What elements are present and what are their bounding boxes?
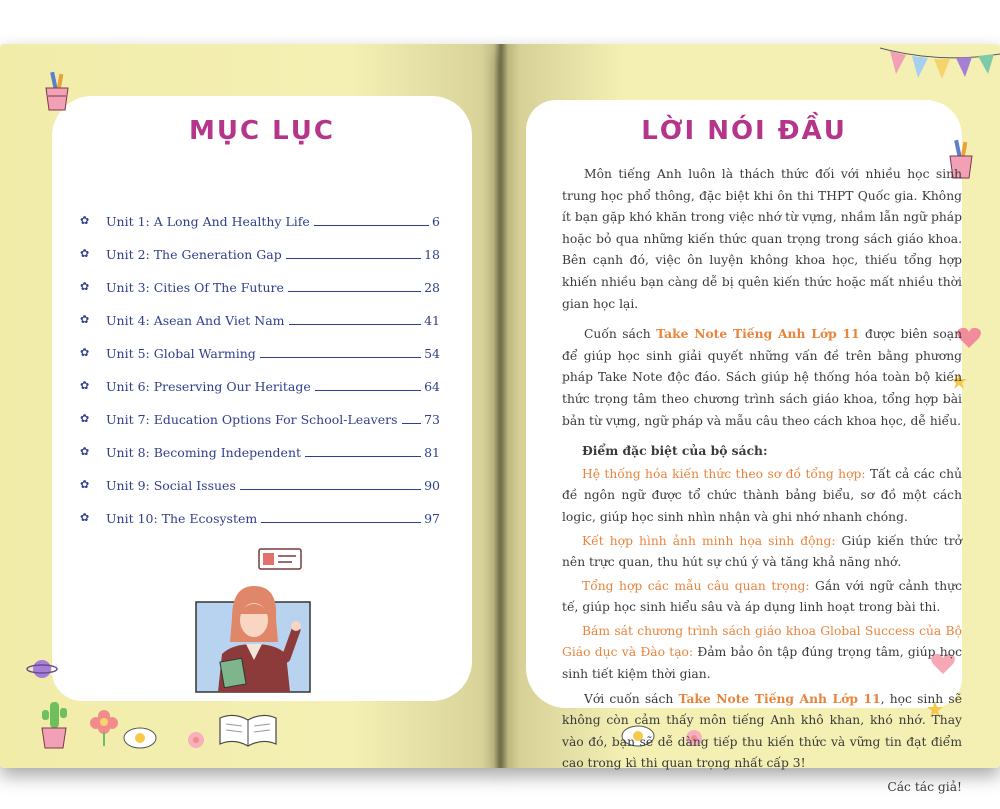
- toc-item-label: Unit 8: Becoming Independent: [106, 445, 302, 460]
- table-of-contents: [80, 196, 440, 526]
- feature-item: [562, 464, 962, 529]
- toc-item-page: 41: [424, 313, 440, 328]
- toc-item-label: Unit 7: Education Options For School-Leavers: [106, 412, 398, 427]
- pencil-cup-icon: [40, 70, 74, 112]
- preface-paragraph-1: Môn tiếng Anh luôn là thách thức đối với nhiều học sinh trung học phổ thông, đặc biệt khi ôn thi THPT Quốc gia. Không ít bạn gặp khó khăn trong việc nhớ từ vựng, nhầm lẫn ngữ pháp hoặc bỏ qua những kiến thức quan trọng trong sách giáo khoa. Bên cạnh đó, việc ôn luyện không khoa học, thiếu tổng hợp khiến nhiều bạn càng dễ bị quên kiến thức hoặc mất nhiều thời gian học lại.: [562, 167, 962, 311]
- toc-leader-line: [289, 324, 422, 325]
- toc-item[interactable]: [80, 295, 440, 328]
- toc-item-page: 18: [424, 247, 440, 262]
- feature-heading: Tổng hợp các mẫu câu quan trọng:: [582, 578, 810, 593]
- signature: Các tác giả!: [887, 780, 962, 795]
- paragraph-text: Cuốn sách: [584, 327, 657, 342]
- planet-icon: [26, 656, 58, 682]
- toc-item-label: Unit 2: The Generation Gap: [106, 247, 282, 262]
- toc-item[interactable]: [80, 493, 440, 526]
- cactus-icon: [34, 696, 74, 750]
- paragraph-text: được biên soạn để giúp học sinh giải quyết những vấn đề trên bằng phương pháp Take Note độc đáo. Sách giúp hệ thống hóa toàn bộ kiến thức trọng tâm theo chương trình sách giáo khoa, tổng hợp bài bản từ vựng, ngữ pháp và mẫu câu theo cách khoa học, dễ hiểu.: [562, 327, 962, 428]
- toc-item-label: Unit 6: Preserving Our Heritage: [106, 379, 311, 394]
- toc-item[interactable]: [80, 460, 440, 493]
- paragraph-text: , học sinh sẽ không còn cảm thấy môn tiếng Anh khô khan, khó nhớ. Thay vào đó, bạn sẽ dễ dàng tiếp thu kiến thức và vững tin đạt điểm cao trong kì thi quan trọng nhất cấp 3!: [562, 691, 962, 771]
- flower-bullet-icon: ✿: [80, 478, 90, 491]
- flower-bullet-icon: ✿: [80, 379, 90, 392]
- flower-bullet-icon: ✿: [80, 346, 90, 359]
- flower-icon: [86, 706, 122, 746]
- toc-item[interactable]: [80, 196, 440, 229]
- flower-bullet-icon: ✿: [80, 214, 90, 227]
- feature-heading: Hệ thống hóa kiến thức theo sơ đồ tổng hợp:: [582, 466, 866, 481]
- toc-item[interactable]: [80, 394, 440, 427]
- flower-bullet-icon: ✿: [80, 313, 90, 326]
- flower-bullet-icon: ✿: [80, 280, 90, 293]
- toc-leader-line: [402, 423, 422, 424]
- features-list: [562, 464, 962, 686]
- feature-item: [562, 531, 962, 574]
- flower-bullet-icon: ✿: [80, 247, 90, 260]
- toc-leader-line: [240, 489, 421, 490]
- id-card-icon: [258, 548, 302, 570]
- teacher-illustration: [192, 578, 314, 698]
- book-spine: [494, 44, 508, 768]
- toc-leader-line: [315, 390, 421, 391]
- toc-item-page: 6: [432, 214, 440, 229]
- feature-heading: Kết hợp hình ảnh minh họa sinh động:: [582, 533, 836, 548]
- flower-bullet-icon: ✿: [80, 412, 90, 425]
- toc-item[interactable]: [80, 427, 440, 460]
- toc-item[interactable]: [80, 328, 440, 361]
- preface-title: LỜI NÓI ĐẦU: [641, 116, 847, 146]
- toc-leader-line: [261, 522, 421, 523]
- toc-item-label: Unit 9: Social Issues: [106, 478, 236, 493]
- book-name: Take Note Tiếng Anh Lớp 11: [678, 690, 881, 706]
- preface-paragraph-last: [562, 688, 962, 775]
- toc-item-page: 64: [424, 379, 440, 394]
- preface-paragraph-2: [562, 323, 962, 432]
- flower-bullet-icon: ✿: [80, 511, 90, 524]
- feature-item: [562, 576, 962, 619]
- toc-title: MỤC LỤC: [189, 116, 335, 146]
- toc-item-page: 81: [424, 445, 440, 460]
- feature-item: [562, 621, 962, 686]
- pink-flower-icon: [186, 730, 206, 750]
- toc-leader-line: [288, 291, 421, 292]
- toc-leader-line: [314, 225, 429, 226]
- toc-item-page: 97: [424, 511, 440, 526]
- feature-text: Tất cả các chủ đề ngôn ngữ được tổ chức thành bảng biểu, sơ đồ một cách logic, giúp học sinh nhìn nhận và ghi nhớ nhanh chóng.: [562, 466, 962, 524]
- toc-leader-line: [286, 258, 421, 259]
- open-book-icon: [216, 708, 280, 748]
- toc-item-page: 54: [424, 346, 440, 361]
- feature-text: Gắn với ngữ cảnh thực tế, giúp học sinh hiểu sâu và áp dụng linh hoạt trong bài thi.: [562, 578, 962, 615]
- toc-item-label: Unit 5: Global Warming: [106, 346, 256, 361]
- toc-item-label: Unit 1: A Long And Healthy Life: [106, 214, 310, 229]
- preface-body: [562, 164, 962, 799]
- feature-heading: Bám sát chương trình sách giáo khoa Global Success của Bộ Giáo dục và Đào tạo:: [562, 623, 962, 660]
- feature-text: Giúp kiến thức trở nên trực quan, thu hút sự chú ý và tăng khả năng nhớ.: [562, 533, 962, 570]
- toc-item-label: Unit 10: The Ecosystem: [106, 511, 258, 526]
- flower-bullet-icon: ✿: [80, 445, 90, 458]
- toc-item-label: Unit 4: Asean And Viet Nam: [106, 313, 285, 328]
- toc-leader-line: [305, 456, 421, 457]
- book-name: Take Note Tiếng Anh Lớp 11: [656, 326, 860, 342]
- toc-item[interactable]: [80, 229, 440, 262]
- toc-item-label: Unit 3: Cities Of The Future: [106, 280, 284, 295]
- egg-icon: [122, 726, 158, 750]
- toc-item[interactable]: [80, 262, 440, 295]
- bunting-flags-icon: [880, 44, 1000, 84]
- toc-leader-line: [260, 357, 421, 358]
- toc-item-page: 73: [424, 412, 440, 427]
- features-heading: Điểm đặc biệt của bộ sách:: [582, 443, 768, 459]
- toc-item-page: 90: [424, 478, 440, 493]
- paragraph-text: Với cuốn sách: [584, 691, 679, 706]
- toc-item-page: 28: [424, 280, 440, 295]
- feature-text: Đảm bảo ôn tập đúng trọng tâm, giúp học sinh tiết kiệm thời gian.: [562, 645, 962, 682]
- toc-item[interactable]: [80, 361, 440, 394]
